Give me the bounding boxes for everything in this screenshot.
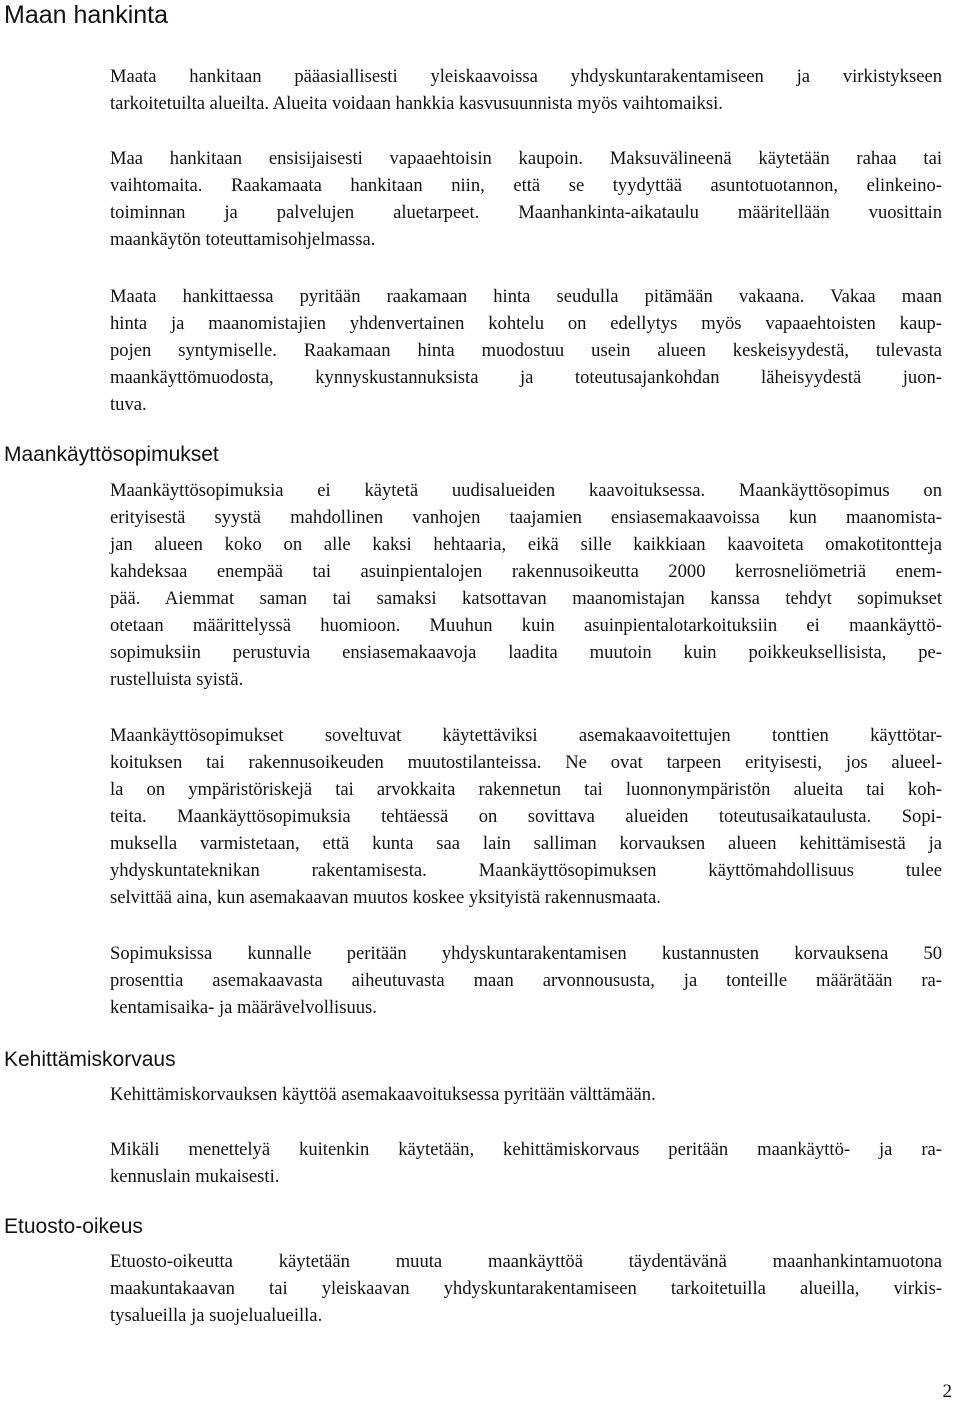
text-line: toiminnan ja palvelujen aluetarpeet. Maanhankinta-aikataulu määritellään vuosittain bbox=[110, 202, 943, 223]
text-line: Sopimuksissa kunnalle peritään yhdyskuntarakentamisen kustannusten korvauksena 50 bbox=[110, 943, 943, 964]
text-line: Kehittämiskorvauksen käyttöä asemakaavoituksessa pyritään välttämään. bbox=[110, 1084, 656, 1105]
text-line: tysalueilla ja suojelualueilla. bbox=[110, 1305, 323, 1326]
paragraph bbox=[110, 145, 942, 253]
text-line: teita. Maankäyttösopimuksia tehtäessä on sovittava alueiden toteutusaikataulusta. Sopi- bbox=[110, 806, 942, 827]
text-line: vaihtomaita. Raakamaata hankitaan niin, että se tyydyttää asuntotuotannon, elinkeino- bbox=[110, 175, 942, 196]
text-line: maankäyttömuodosta, kynnyskustannuksista ja toteutusajankohdan läheisyydestä juon- bbox=[110, 367, 942, 388]
paragraph bbox=[110, 940, 942, 1021]
text-line: Etuosto-oikeutta käytetään muuta maankäyttöä täydentävänä maanhankintamuotona bbox=[110, 1251, 942, 1272]
paragraph bbox=[110, 63, 942, 117]
section-heading-maankayttosopimukset: Maankäyttösopimukset bbox=[4, 443, 219, 466]
text-line: kentamisaika- ja määrävelvollisuus. bbox=[110, 997, 377, 1018]
section-heading-etuosto-oikeus: Etuosto-oikeus bbox=[4, 1215, 143, 1238]
text-line: otetaan määrittelyssä huomioon. Muuhun kuin asuinpientalotarkoituksiin ei maankäyttö- bbox=[110, 615, 943, 636]
text-line: tuva. bbox=[110, 394, 147, 415]
paragraph bbox=[110, 1136, 942, 1190]
text-line: Maankäyttösopimuksia ei käytetä uudisalueiden kaavoituksessa. Maankäyttösopimus on bbox=[110, 480, 942, 501]
paragraph bbox=[110, 722, 942, 911]
paragraph bbox=[110, 1081, 942, 1108]
paragraph bbox=[110, 477, 942, 693]
text-line: la on ympäristöriskejä tai arvokkaita rakennetun tai luonnonympäristön alueita tai koh- bbox=[110, 779, 942, 800]
text-line: pää. Aiemmat saman tai samaksi katsottavan maanomistajan kanssa tehdyt sopimukset bbox=[110, 588, 942, 609]
section-heading-kehittamiskorvaus: Kehittämiskorvaus bbox=[4, 1048, 176, 1071]
text-line: muksella varmistetaan, että kunta saa lain salliman korvauksen alueen kehittämisestä ja bbox=[110, 833, 943, 854]
text-line: kahdeksaa enempää tai asuinpientalojen rakennusoikeutta 2000 kerrosneliömetriä enem- bbox=[110, 561, 943, 582]
text-line: rustelluista syistä. bbox=[110, 669, 244, 690]
text-line: tarkoitetuilta alueilta. Alueita voidaan hankkia kasvusuunnista myös vaihtomaiksi. bbox=[110, 93, 723, 114]
text-line: koituksen tai rakennusoikeuden muutostilanteissa. Ne ovat tarpeen erityisesti, jos alueel- bbox=[110, 752, 943, 773]
paragraph bbox=[110, 1248, 942, 1329]
text-line: prosenttia asemakaavasta aiheutuvasta maan arvonnoususta, ja tonteille määrätään ra- bbox=[110, 970, 942, 991]
text-line: hinta ja maanomistajien yhdenvertainen kohtelu on edellytys myös vapaaehtoisten kaup- bbox=[110, 313, 942, 334]
text-line: sopimuksiin perustuvia ensiasemakaavoja laadita muutoin kuin poikkeuksellisista, pe- bbox=[110, 642, 942, 663]
text-line: Maata hankitaan pääasiallisesti yleiskaavoissa yhdyskuntarakentamiseen ja virkistykseen bbox=[110, 66, 942, 87]
page-number: 2 bbox=[942, 1381, 952, 1402]
text-line: kennuslain mukaisesti. bbox=[110, 1166, 280, 1187]
text-line: Maa hankitaan ensisijaisesti vapaaehtoisin kaupoin. Maksuvälineenä käytetään rahaa tai bbox=[110, 148, 942, 169]
text-line: erityisestä syystä mahdollinen vanhojen taajamien ensiasemakaavoissa kun maanomista- bbox=[110, 507, 942, 528]
text-line: jan alueen koko on alle kaksi hehtaaria, eikä sille kaikkiaan kaavoiteta omakotitontteja bbox=[110, 534, 943, 555]
text-line: pojen syntymiselle. Raakamaan hinta muodostuu usein alueen keskeisyydestä, tulevasta bbox=[110, 340, 942, 361]
text-line: Maankäyttösopimukset soveltuvat käytettäviksi asemakaavoitettujen tonttien käyttötar- bbox=[110, 725, 942, 746]
text-line: yhdyskuntateknikan rakentamisesta. Maankäyttösopimuksen käyttömahdollisuus tulee bbox=[110, 860, 942, 881]
text-line: selvittää aina, kun asemakaavan muutos koskee yksityistä rakennusmaata. bbox=[110, 887, 661, 908]
text-line: Mikäli menettelyä kuitenkin käytetään, kehittämiskorvaus peritään maankäyttö- ja ra- bbox=[110, 1139, 942, 1160]
paragraph bbox=[110, 283, 942, 418]
text-line: maakuntakaavan tai yleiskaavan yhdyskuntarakentamiseen tarkoitetuilla alueilla, virkis- bbox=[110, 1278, 943, 1299]
section-heading-maan-hankinta: Maan hankinta bbox=[4, 1, 169, 29]
text-line: maankäytön toteuttamisohjelmassa. bbox=[110, 229, 376, 250]
text-line: Maata hankittaessa pyritään raakamaan hinta seudulla pitämään vakaana. Vakaa maan bbox=[110, 286, 943, 307]
